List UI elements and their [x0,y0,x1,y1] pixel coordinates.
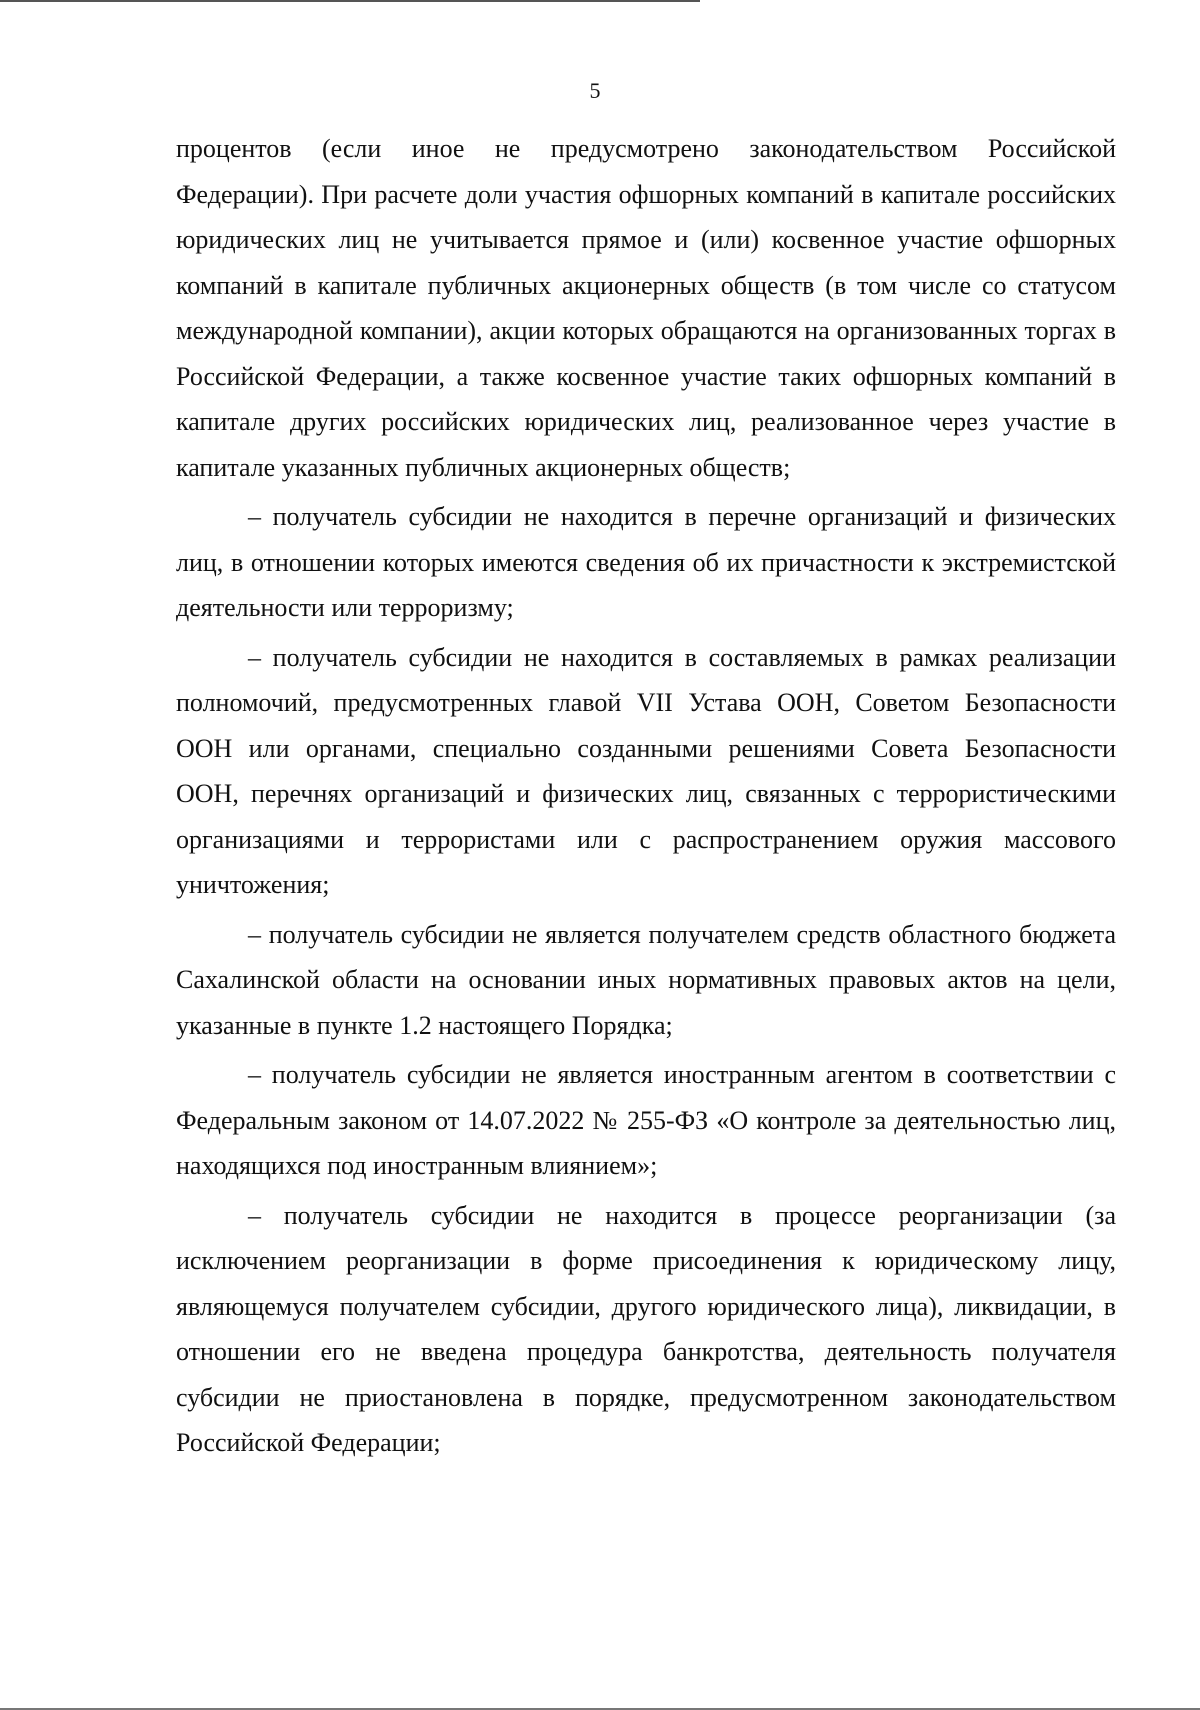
paragraph-continuation: процентов (если иное не предусмотрено законодательством Российской Федерации). При расчете доли участия офшорных компаний в капитале российских юридических лиц не учитывается прямое и (или) косвенное участие офшорных компаний в капитале публичных акционерных обществ (в том числе со статусом международной компании), акции которых обращаются на организованных торгах в Российской Федерации, а также косвенное участие таких офшорных компаний в капитале других российских юридических лиц, реализованное через участие в капитале указанных публичных акционерных обществ; [176,134,1116,482]
paragraph-reorganization: – получатель субсидии не находится в процессе реорганизации (за исключением реорганизации в форме присоединения к юридическому лицу, являющемуся получателем субсидии, другого юридического лица), ликвидации, в отношении его не введена процедура банкротства, деятельность получателя субсидии не приостановлена в порядке, предусмотренном законодательством Российской Федерации; [176,1200,1116,1457]
paragraph-extremism-list: – получатель субсидии не находится в перечне организаций и физических лиц, в отношении которых имеются сведения об их причастности к экстремистской деятельности или терроризму; [176,502,1116,622]
paragraph-foreign-agent: – получатель субсидии не является иностранным агентом в соответствии с Федеральным законом от 14.07.2022 № 255-ФЗ «О контроле за деятельностью лиц, находящихся под иностранным влиянием»; [176,1060,1116,1180]
document-body [176,126,1116,1470]
paragraph-un-security-council-list: – получатель субсидии не находится в составляемых в рамках реализации полномочий, предусмотренных главой VII Устава ООН, Советом Безопасности ООН или органами, специально созданными решениями Совета Безопасности ООН, перечнях организаций и физических лиц, связанных с террористическими организациями и террористами или с распространением оружия массового уничтожения; [176,642,1116,899]
scan-edge-top [0,0,700,2]
paragraph-regional-budget: – получатель субсидии не является получателем средств областного бюджета Сахалинской области на основании иных нормативных правовых актов на цели, указанные в пункте 1.2 настоящего Порядка; [176,919,1116,1040]
page-number: 5 [589,78,601,103]
